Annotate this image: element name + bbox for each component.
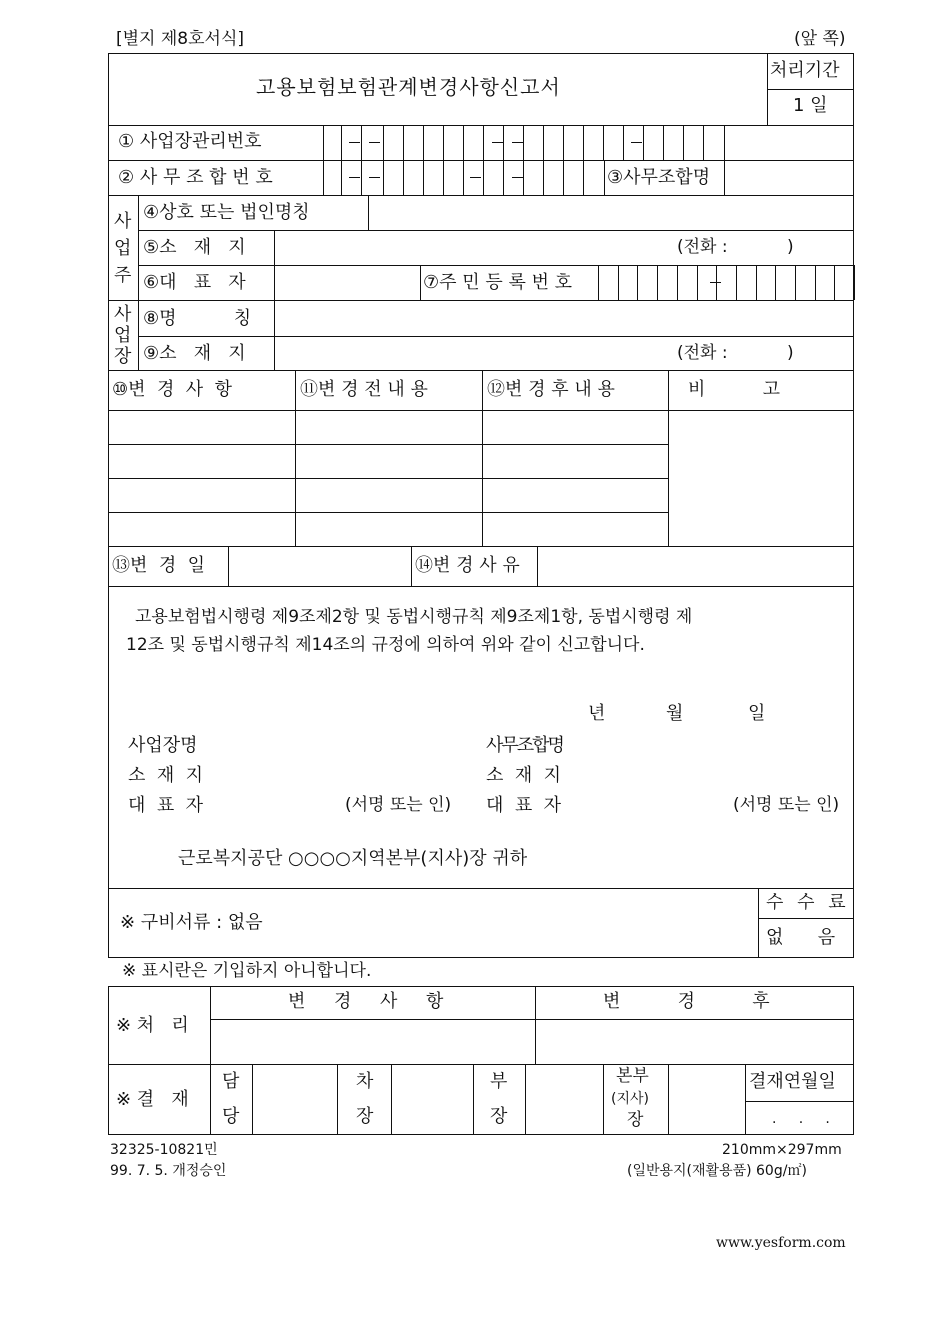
approver-branch-sign-box[interactable] bbox=[669, 1065, 744, 1134]
declaration-line-1: 고용보험법시행령 제9조제2항 및 동법시행규칙 제9조제1항, 동법시행령 제 bbox=[135, 607, 693, 627]
right-signature[interactable]: (서명 또는 인) bbox=[733, 795, 840, 815]
office-union-no-label: ② 사 무 조 합 번 호 bbox=[118, 167, 273, 188]
approval-date-value[interactable]: . . . bbox=[772, 1111, 830, 1127]
separator-dash bbox=[369, 142, 380, 143]
workplace-group-label: 사업장 bbox=[114, 304, 132, 367]
change-reason-label: ⑭변 경 사 유 bbox=[415, 555, 520, 576]
trade-name-label: ④상호 또는 법인명칭 bbox=[143, 202, 310, 223]
form-code: 32325-10821민 bbox=[110, 1142, 218, 1158]
office-use-note: ※ 표시란은 기입하지 아니합니다. bbox=[122, 961, 372, 981]
office-union-name-label: ③사무조합명 bbox=[607, 167, 711, 188]
separator-dash bbox=[349, 177, 360, 178]
approver-director-label-1: 부 bbox=[490, 1071, 508, 1092]
approver-deputy-label-2: 장 bbox=[356, 1106, 374, 1127]
separator-dash bbox=[349, 142, 360, 143]
approver-branch-label-2: (지사) bbox=[611, 1091, 649, 1107]
date-month: 월 bbox=[666, 703, 684, 724]
after-content-header: ⑫변 경 후 내 용 bbox=[487, 379, 615, 400]
remarks-header: 비 고 bbox=[688, 379, 780, 400]
approval-date-label: 결재연월일 bbox=[749, 1071, 836, 1092]
change-row[interactable] bbox=[109, 445, 667, 478]
approver-director-sign-box[interactable] bbox=[526, 1065, 602, 1134]
change-date-label: ⑬변 경 일 bbox=[112, 555, 206, 576]
change-date-field[interactable] bbox=[229, 547, 411, 585]
employer-group-label: 사업주 bbox=[114, 211, 132, 286]
separator-dash bbox=[710, 282, 721, 283]
left-workplace-name-label: 사업장명 bbox=[128, 735, 198, 756]
approver-staff-label-1: 담 bbox=[222, 1071, 240, 1092]
business-mgmt-no-label: ① 사업장관리번호 bbox=[118, 131, 262, 152]
employer-address-label: ⑤소 재 지 bbox=[143, 237, 246, 258]
left-address-label: 소 재 지 bbox=[128, 765, 204, 786]
fee-label: 수 수 료 bbox=[766, 892, 850, 913]
paper-size: 210mm×297mm bbox=[722, 1142, 842, 1158]
approver-staff-sign-box[interactable] bbox=[253, 1065, 336, 1134]
approver-director-label-2: 장 bbox=[490, 1106, 508, 1127]
change-row[interactable] bbox=[109, 479, 667, 512]
change-item-header: ⑩변 경 사 항 bbox=[112, 379, 233, 400]
page-side: (앞 쪽) bbox=[794, 29, 846, 49]
approver-branch-label-1: 본부 bbox=[616, 1066, 649, 1086]
separator-dash bbox=[512, 142, 523, 143]
form-number: [별지 제8호서식] bbox=[116, 29, 245, 49]
approver-staff-label-2: 당 bbox=[222, 1106, 240, 1127]
processing-change-item-header: 변 경 사 항 bbox=[288, 991, 444, 1012]
separator-dash bbox=[492, 142, 503, 143]
workplace-name-label: ⑧명 칭 bbox=[143, 308, 252, 329]
right-address-label: 소 재 지 bbox=[486, 765, 562, 786]
required-documents: ※ 구비서류 : 없음 bbox=[120, 912, 263, 933]
recipient: 근로복지공단 ○○○○지역본부(지사)장 귀하 bbox=[178, 848, 528, 869]
revision-approved: 99. 7. 5. 개정승인 bbox=[110, 1163, 227, 1179]
before-content-header: ⑪변 경 전 내 용 bbox=[300, 379, 428, 400]
date-year: 년 bbox=[588, 703, 606, 724]
processing-label: ※ 처 리 bbox=[116, 1015, 189, 1036]
paper-type: (일반용지(재활용품) 60g/㎡) bbox=[627, 1163, 807, 1179]
approver-branch-label-3: 장 bbox=[627, 1110, 644, 1130]
approver-deputy-sign-box[interactable] bbox=[392, 1065, 472, 1134]
date-day: 일 bbox=[748, 703, 766, 724]
right-union-name-label: 사무조합명 bbox=[486, 735, 563, 756]
declaration-line-2: 12조 및 동법시행규칙 제14조의 규정에 의하여 위와 같이 신고합니다. bbox=[126, 635, 645, 655]
workplace-phone[interactable]: (전화 : ) bbox=[677, 343, 794, 363]
separator-dash bbox=[512, 177, 523, 178]
website: www.yesform.com bbox=[716, 1235, 846, 1251]
approval-label: ※ 결 재 bbox=[116, 1089, 189, 1110]
right-representative-label: 대 표 자 bbox=[486, 795, 562, 816]
processing-period-label: 처리기간 bbox=[770, 60, 840, 81]
employer-phone[interactable]: (전화 : ) bbox=[677, 237, 794, 257]
processing-period-value: 1 일 bbox=[793, 95, 828, 116]
separator-dash bbox=[470, 177, 481, 178]
left-representative-label: 대 표 자 bbox=[128, 795, 204, 816]
separator-dash bbox=[631, 142, 642, 143]
change-row[interactable] bbox=[109, 513, 667, 546]
resident-no-label: ⑦주 민 등 록 번 호 bbox=[423, 272, 573, 293]
fee-value: 없 음 bbox=[766, 927, 836, 948]
approver-deputy-label-1: 차 bbox=[356, 1071, 374, 1092]
change-reason-field[interactable] bbox=[538, 547, 853, 585]
form-title: 고용보험보험관계변경사항신고서 bbox=[256, 75, 561, 99]
processing-change-after-header: 변 경 후 bbox=[603, 991, 770, 1012]
change-row[interactable] bbox=[109, 411, 667, 444]
workplace-address-label: ⑨소 재 지 bbox=[143, 343, 246, 364]
left-signature[interactable]: (서명 또는 인) bbox=[345, 795, 452, 815]
separator-dash bbox=[369, 177, 380, 178]
representative-label: ⑥대 표 자 bbox=[143, 272, 246, 293]
